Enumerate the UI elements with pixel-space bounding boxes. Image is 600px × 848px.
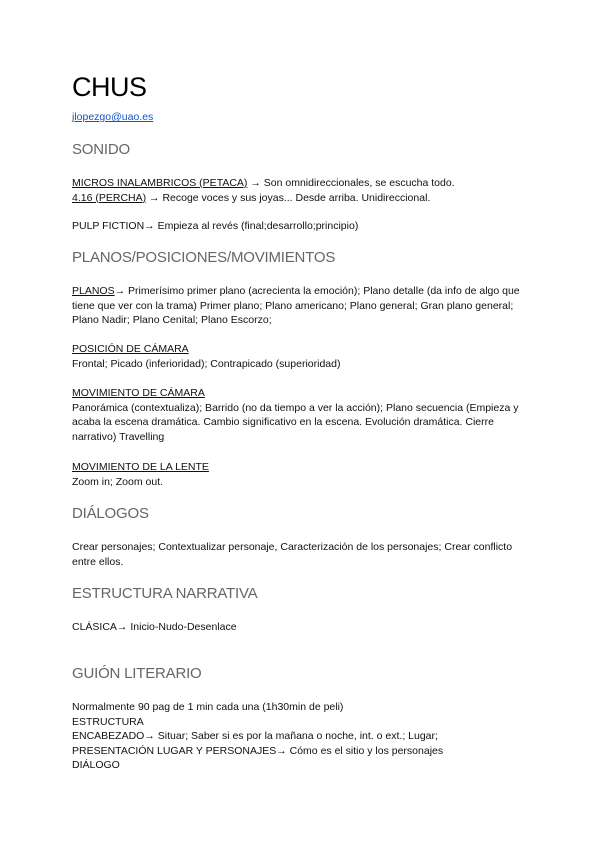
guion-paragraph [72, 700, 532, 773]
guion-line-5: DIÁLOGO [72, 759, 120, 771]
page-title: CHUS [72, 72, 147, 102]
posicion-section [72, 342, 532, 371]
percha-line [72, 191, 532, 206]
heading-dialogos: DIÁLOGOS [72, 505, 149, 522]
guion-line-1: Normalmente 90 pag de 1 min cada una (1h30min de peli) [72, 701, 344, 713]
lente-label: MOVIMIENTO DE LA LENTE [72, 461, 209, 473]
pulp-fiction-line: PULP FICTION→ Empieza al revés (final;desarrollo;principio) [72, 220, 359, 232]
movimiento-label: MOVIMIENTO DE CÁMARA [72, 387, 205, 399]
heading-sonido: SONIDO [72, 141, 130, 158]
email-link[interactable]: jlopezgo@uao.es [72, 111, 154, 123]
guion-line-2: ESTRUCTURA [72, 715, 144, 728]
micros-line [72, 176, 532, 191]
planos-label: PLANOS [72, 285, 115, 297]
dialogos-text: Crear personajes; Contextualizar personaje, Caracterización de los personajes; Crear conflicto entre ellos. [72, 541, 513, 568]
lente-text: Zoom in; Zoom out. [72, 475, 164, 488]
percha-text: → Recoge voces y sus joyas... Desde arriba. Unidireccional. [146, 191, 431, 204]
movimiento-text: Panorámica (contextualiza); Barrido (no da tiempo a ver la acción); Plano secuencia (Empieza y acaba la escena dramática. Cambio significativo en la escena. Evolución dramática. Cierre narrativo) Travelling [72, 401, 519, 443]
movimiento-section [72, 386, 532, 444]
heading-estructura-narrativa: ESTRUCTURA NARRATIVA [72, 585, 258, 602]
posicion-label: POSICIÓN DE CÁMARA [72, 343, 189, 355]
percha-label: 4.16 (PERCHA) [72, 191, 147, 204]
micros-label: MICROS INALAMBRICOS (PETACA) [72, 177, 248, 189]
posicion-text: Frontal; Picado (inferioridad); Contrapicado (superioridad) [72, 357, 341, 370]
guion-line-3: ENCABEZADO→ Situar; Saber si es por la mañana o noche, int. o ext.; Lugar; [72, 730, 438, 742]
micros-text: → Son omnidireccionales, se escucha todo. [247, 177, 455, 189]
heading-planos: PLANOS/POSICIONES/MOVIMIENTOS [72, 249, 336, 266]
planos-paragraph [72, 284, 532, 328]
heading-guion-literario: GUIÓN LITERARIO [72, 665, 202, 682]
sonido-paragraph [72, 176, 532, 205]
estructura-text: CLÁSICA→ Inicio-Nudo-Desenlace [72, 621, 237, 633]
planos-text: → Primerísimo primer plano (acrecienta la emoción); Plano detalle (da info de algo que tiene que ver con la trama) Primer plano; Plano americano; Plano general; Gran plano general; Plano Nadir; Plano Cenital; Plano Escorzo; [72, 285, 520, 326]
lente-section [72, 460, 532, 489]
guion-line-4: PRESENTACIÓN LUGAR Y PERSONAJES→ Cómo es el sitio y los personajes [72, 744, 444, 757]
